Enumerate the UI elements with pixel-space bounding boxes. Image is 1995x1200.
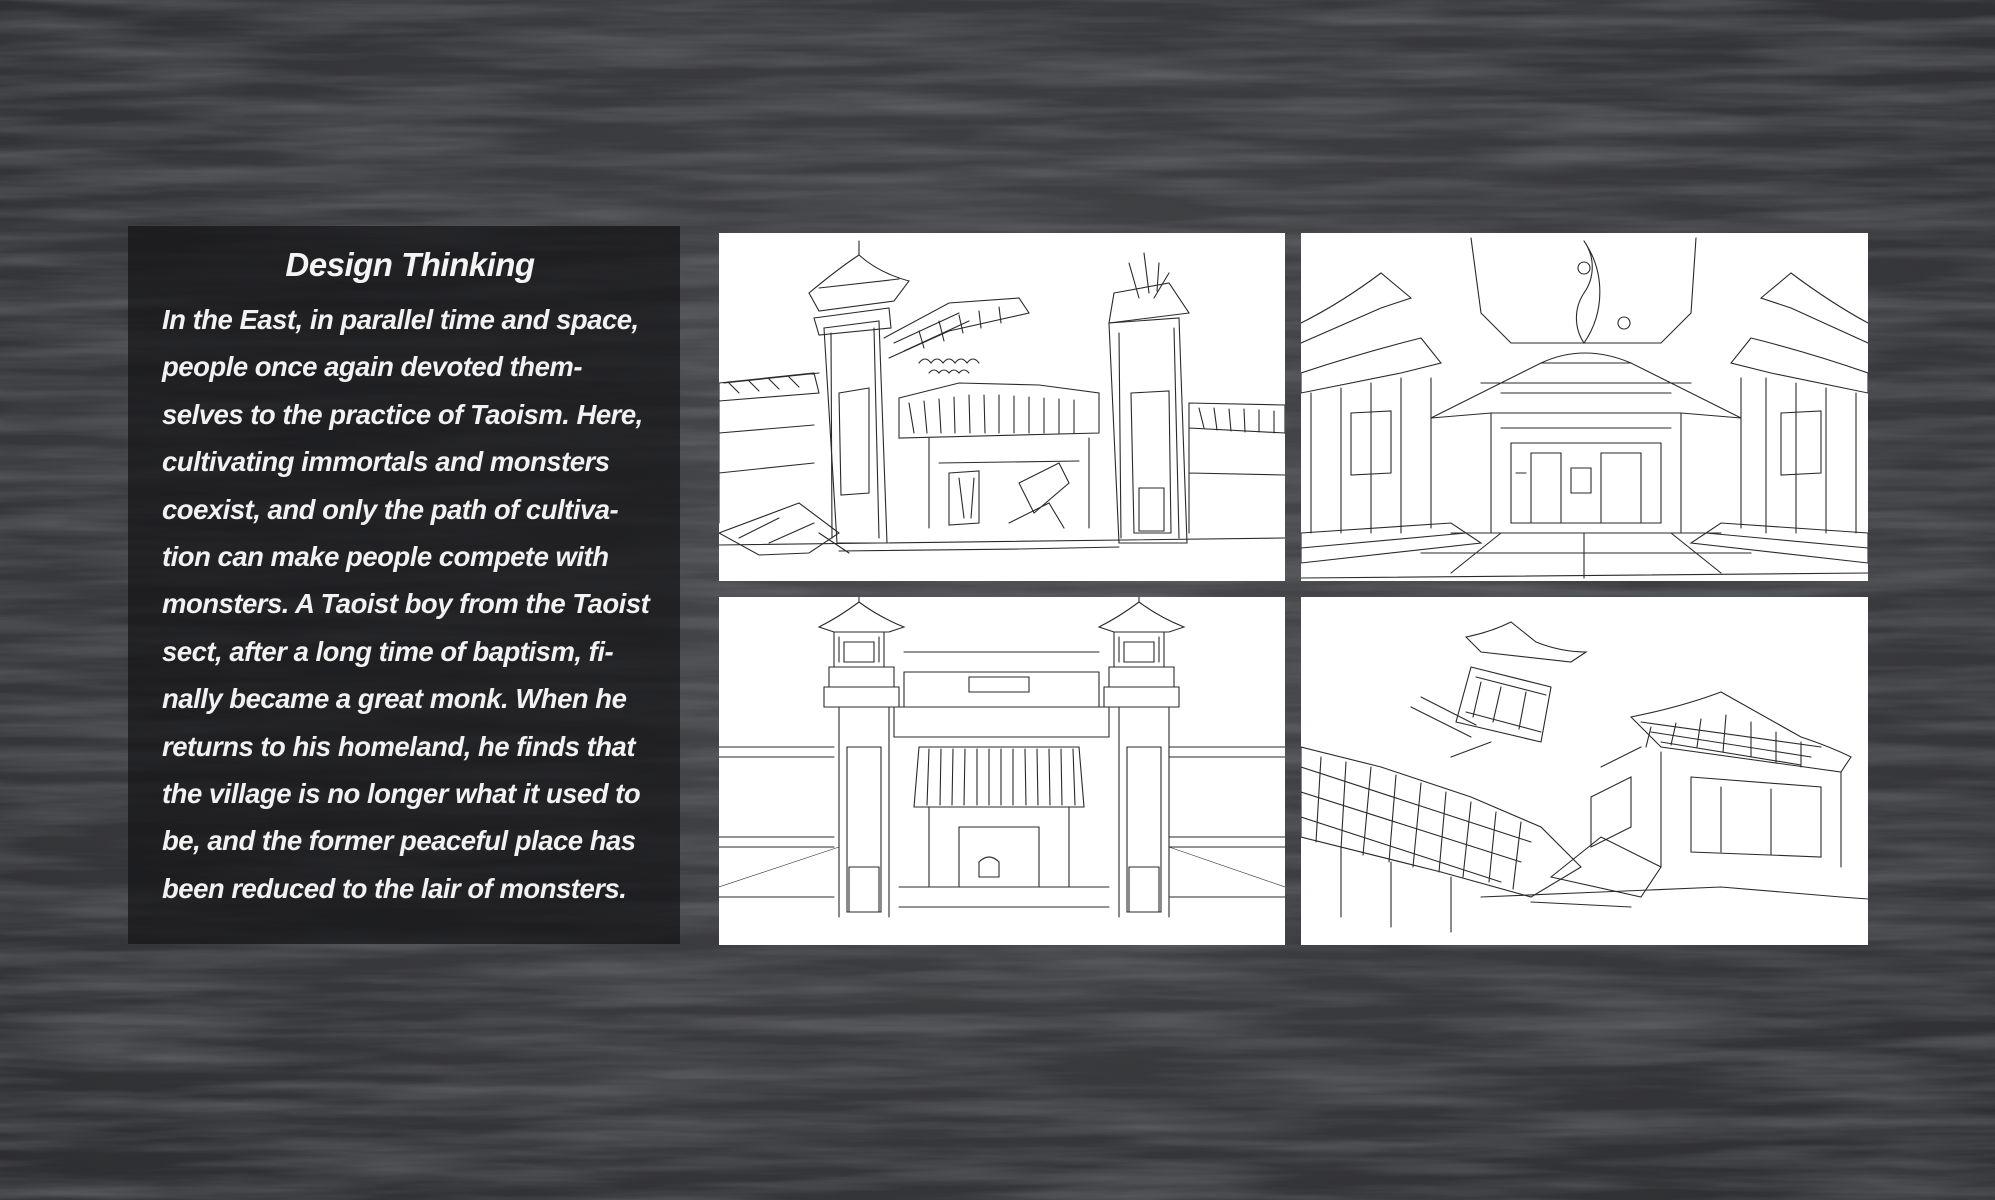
panel-line: sect, after a long time of baptism, fi- — [162, 635, 614, 667]
panel-line: tion can make people compete with — [162, 541, 609, 573]
panel-line: been reduced to the lair of monsters. — [162, 872, 627, 904]
sketch-temple-courtyard — [1301, 233, 1868, 581]
panel-line: In the East, in parallel time and space, — [162, 304, 639, 335]
description-panel — [128, 226, 680, 944]
panel-line: people once again devoted them- — [162, 351, 582, 383]
panel-line: coexist, and only the path of cultiva- — [162, 493, 619, 525]
panel-line: monsters. A Taoist boy from the Taoist — [162, 588, 650, 620]
panel-title: Design Thinking — [285, 246, 535, 283]
sketch-ruined-gate — [719, 233, 1285, 581]
panel-line: selves to the practice of Taoism. Here, — [162, 398, 643, 430]
panel-line: be, and the former peaceful place has — [162, 825, 636, 857]
panel-line: the village is no longer what it used to — [162, 778, 641, 810]
sketch-gate-front — [719, 597, 1285, 945]
panel-line: cultivating immortals and monsters — [162, 446, 610, 478]
sketch-floating-ruins — [1301, 597, 1868, 945]
panel-line: nally became a great monk. When he — [162, 683, 627, 715]
panel-body — [162, 296, 658, 912]
panel-line: returns to his homeland, he finds that — [162, 730, 635, 762]
